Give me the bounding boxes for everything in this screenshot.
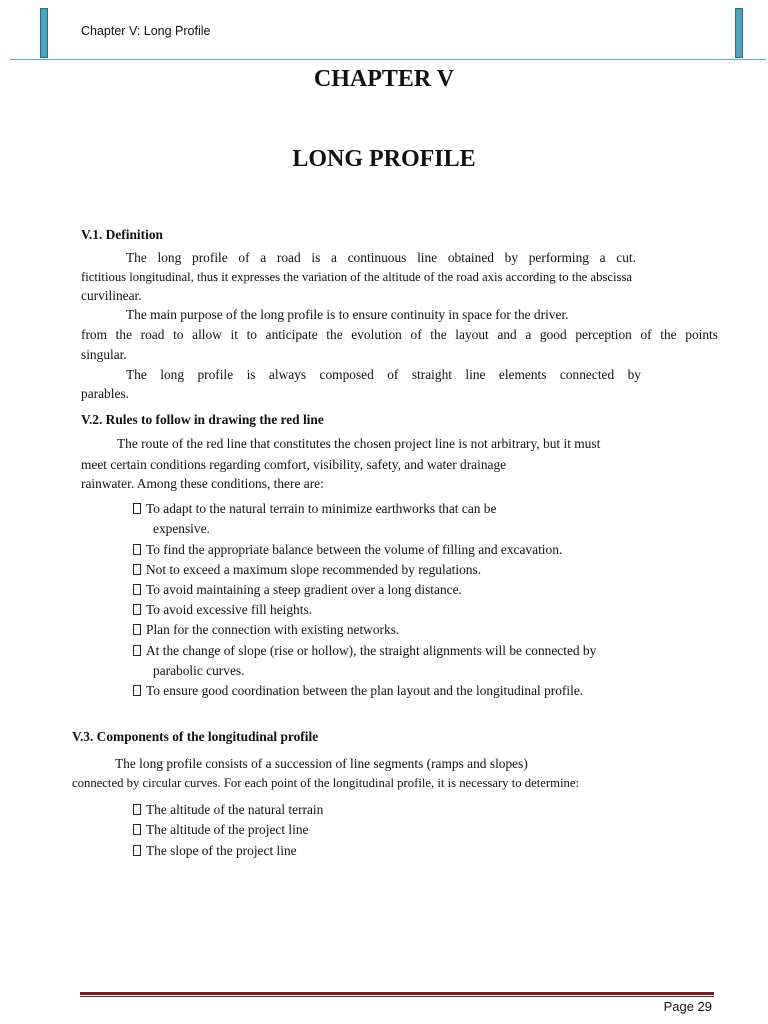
paragraph-line: The long profile consists of a succession of line segments (ramps and slopes) — [115, 756, 528, 771]
list-item: The slope of the project line — [133, 842, 297, 860]
list-item: To find the appropriate balance between the volume of filling and excavation. — [133, 541, 562, 559]
list-item: To adapt to the natural terrain to minimize earthworks that can be — [133, 500, 496, 518]
running-header: Chapter V: Long Profile — [81, 24, 211, 38]
list-item: To ensure good coordination between the plan layout and the longitudinal profile. — [133, 682, 583, 700]
paragraph-line: The main purpose of the long profile is to ensure continuity in space for the driver. — [126, 307, 569, 322]
footer-rule-thin — [80, 996, 714, 997]
paragraph-line: The route of the red line that constitutes the chosen project line is not arbitrary, but it must — [117, 436, 601, 451]
list-item-continuation: parabolic curves. — [153, 663, 245, 678]
checkbox-bullet-icon — [133, 685, 141, 696]
list-item: The altitude of the natural terrain — [133, 801, 323, 819]
checkbox-bullet-icon — [133, 645, 141, 656]
checkbox-bullet-icon — [133, 624, 141, 635]
header-left-bar — [40, 8, 48, 58]
chapter-number: CHAPTER V — [313, 66, 455, 92]
section-heading-components: V.3. Components of the longitudinal profile — [72, 729, 319, 744]
section-heading-rules: V.2. Rules to follow in drawing the red line — [81, 412, 324, 427]
paragraph-line: singular. — [81, 347, 127, 362]
list-item: Plan for the connection with existing networks. — [133, 621, 399, 639]
checkbox-bullet-icon — [133, 804, 141, 815]
paragraph-line: parables. — [81, 386, 129, 401]
paragraph-line: meet certain conditions regarding comfort, visibility, safety, and water drainage — [81, 457, 507, 472]
footer-rule — [80, 992, 714, 995]
paragraph-line: from the road to allow it to anticipate the evolution of the layout and a good perception of the points — [81, 327, 718, 342]
paragraph-line: fictitious longitudinal, thus it expresses the variation of the altitude of the road axis according to the abscissa — [81, 270, 633, 284]
checkbox-bullet-icon — [133, 564, 141, 575]
list-item: To avoid maintaining a steep gradient over a long distance. — [133, 581, 462, 599]
section-heading-definition: V.1. Definition — [81, 227, 163, 242]
header-rule — [10, 59, 766, 60]
list-item: Not to exceed a maximum slope recommended by regulations. — [133, 561, 481, 579]
paragraph-line: connected by circular curves. For each point of the longitudinal profile, it is necessary to determine: — [72, 776, 579, 790]
paragraph-line: rainwater. Among these conditions, there are: — [81, 476, 324, 491]
list-item: The altitude of the project line — [133, 821, 309, 839]
paragraph-line: curvilinear. — [81, 288, 142, 303]
paragraph-line: The long profile is always composed of straight line elements connected by — [126, 367, 641, 382]
checkbox-bullet-icon — [133, 604, 141, 615]
checkbox-bullet-icon — [133, 824, 141, 835]
page-number: Page 29 — [663, 999, 712, 1014]
paragraph-line: The long profile of a road is a continuous line obtained by performing a cut. — [126, 250, 636, 265]
list-item-continuation: expensive. — [153, 521, 210, 536]
checkbox-bullet-icon — [133, 845, 141, 856]
header-right-bar — [735, 8, 743, 58]
chapter-title: LONG PROFILE — [292, 146, 476, 172]
list-item: To avoid excessive fill heights. — [133, 601, 312, 619]
checkbox-bullet-icon — [133, 503, 141, 514]
checkbox-bullet-icon — [133, 544, 141, 555]
checkbox-bullet-icon — [133, 584, 141, 595]
list-item: At the change of slope (rise or hollow), the straight alignments will be connected by — [133, 642, 596, 660]
